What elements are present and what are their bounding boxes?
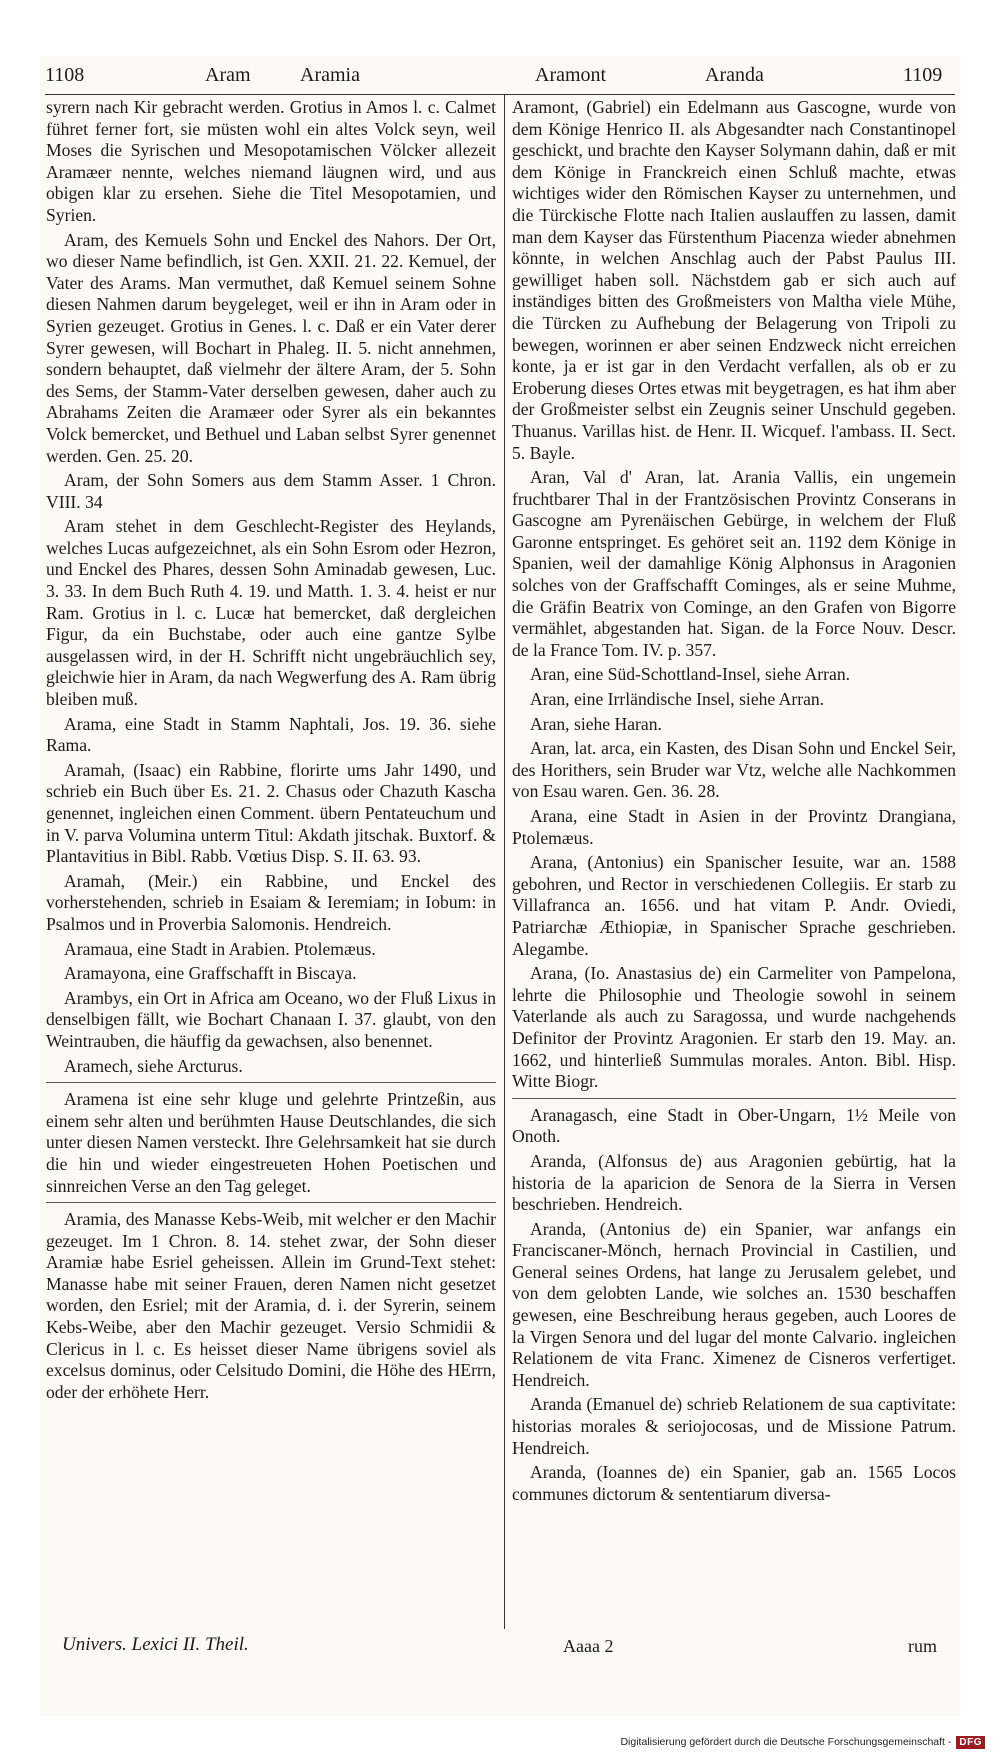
entry-aran-ireland: Aran, eine Irrländische Insel, siehe Arran.	[530, 689, 825, 710]
left-header-word-1: Aram	[205, 64, 251, 86]
entry-aramont: Aramont, (Gabriel) ein Edelmann aus Gascogne, wurde von dem Könige Henrico II. als Abgesandter nach Constantinopel geschickt, und brachte den Kayser Solymann dahin, daß er mit dem Könige in Franckreich einen Schluß machte, etwas wichtiges wider den Römischen Kayser zu unternehmen, und die Türckische Flotte nach Italien auslauffen zu lassen, damit man dem Kayser das Fürstenthum Piacenza wieder abnehmen könnte, in welchen Anschlag auch der Pabst Paulus III. gewilliget haben soll. Nächstdem gab er sich auch auf inständiges bitten des Großmeisters von Maltha viele Mühe, die Türcken zu Aufhebung der Belagerung von Tripoli zu bewegen, worinnen er aber seinen Endzweck nicht erreichen konte, ja er ist gar in den Verdacht verfallen, als ob er zu Eroberung dieses Ortes etwas mit beygetragen, es hat ihm aber der Großmeister selbst ein Zeugnis seiner Unschuld gegeben. Thuanus. Varillas hist. de Henr. II. Wicquef. l'ambass. II. Sect. 5. Bayle.	[512, 97, 956, 463]
entry-aram-genealogy: Aram stehet in dem Geschlecht-Register des Heylands, welches Lucas aufgezeichnet, als ein Sohn Esrom oder Hezron, und Enckel des Phares, dessen Sohn Aminadab gewesen, Luc. 3. 33. In dem Buch Ruth 4. 19. und Matth. 1. 3. 4. heist er nur Ram. Grotius in l. c. Lucæ hat bemercket, daß dergleichen Figur, da ein Buchstabe, oder auch eine gantze Sylbe ausgelassen wird, in der H. Schrifft nicht ungebräuchlich sey, gleichwie hier in Aram, da nach Wegwerfung des A. Ram übrig bleiben muß.	[46, 516, 496, 710]
entry-aranda-emanuel: Aranda (Emanuel de) schrieb Relationem de sua captivitate: historias morales & seriojocosas, und de Missione Patrum. Hendreich.	[512, 1394, 956, 1458]
entry-aramah-isaac: Aramah, (Isaac) ein Rabbine, florirte ums Jahr 1490, und schrieb ein Buch über Es. 21. 2. Chasus oder Chazuth Kascha genennet, ingleichen einen Comment. übern Pentateuchum und in V. parva Volumina unterm Titul: Akdath jitschak. Buxtorf. & Plantavitius in Bibl. Rabb. Vœtius Disp. S. II. 63. 93.	[46, 759, 496, 867]
entry-arana-antonius: Arana, (Antonius) ein Spanischer Iesuite, war an. 1588 gebohren, und Rector in verschiedenen Collegiis. Er starb zu Villafranca an. 1656. und hat vitam P. Andr. Oviedi, Patriarchæ Æthiopiæ, in Spanischer Sprache geschrieben. Alegambe.	[512, 852, 956, 959]
entry-arana-anastasius: Arana, (Io. Anastasius de) ein Carmeliter von Pampelona, lehrte die Philosophie und Theologie sowohl in seinem Vaterlande als auch zu Saragossa, und wurde nachgehends Definitor der Provintz Aragonien. Er starb den 19. May. an. 1662, und hinterließ Summulas morales. Anton. Bibl. Hisp. Witte Biogr.	[512, 963, 956, 1092]
right-header-word-2: Aranda	[705, 64, 764, 86]
entry-aranda-alfonsus: Aranda, (Alfonsus de) aus Aragonien gebürtig, hat la historia de la aparicion de Senora de la Sierra in Versen beschrieben. Hendreich.	[512, 1150, 956, 1215]
entry-aran-haran: Aran, siehe Haran.	[530, 713, 662, 734]
entry-separator	[46, 1082, 496, 1083]
left-page-number: 1108	[45, 64, 85, 86]
entry-aramayona: Aramayona, eine Graffschafft in Biscaya.	[64, 963, 357, 984]
entry-aram-syrer-continued: syrern nach Kir gebracht werden. Grotius in Amos l. c. Calmet führet ferner fort, sie müsten wohl ein altes Volck seyn, weil Moses die Syrischen und Mesopotamischen Völcker allezeit Aramæer nennte, welches niemand läugnen wird, und aus obigen klar zu ersehen. Siehe die Titel Mesopotamien, und Syrien.	[46, 97, 496, 225]
entry-separator	[46, 1202, 496, 1203]
entry-separator	[512, 1098, 956, 1099]
entry-aram-kemuel: Aram, des Kemuels Sohn und Enckel des Nahors. Der Ort, wo dieser Name befindlich, ist Gen. XXII. 21. 22. Kemuel, der Vater des Arams. Man vermuthet, daß Kemuel seinem Sohne diesen Nahmen darum beygeleget, weil er ihn in Aram oder in Syrien gezeuget. Grotius in Genes. l. c. Daß er ein Vater derer Syrer gewesen, will Bochart in Phaleg. II. 5. nicht annehmen, sondern behauptet, daß vielmehr der ältere Aram, der 5. Sohn des Sems, der Stamm-Vater derselben gewesen, daher auch zu Abrahams Zeiten die Aramæer oder Syrer als ein bekanntes Volck bemercket, und Bethuel und Laban selbst Syrer genennet werden. Gen. 25. 20.	[46, 229, 496, 466]
volume-signature: Univers. Lexici II. Theil.	[62, 1634, 249, 1655]
right-column	[512, 97, 956, 1667]
left-column	[46, 97, 496, 1667]
entry-aran-val: Aran, Val d' Aran, lat. Arania Vallis, ein ungemein fruchtbarer Thal in der Frantzösischen Provintz Conserans in Gascogne am Pyrenäischen Gebürge, in welchem der Fluß Garonne entspringet. Es gehöret seit an. 1192 dem Könige in Spanien, weil der damahlige König Alphonsus in Aragonien solches von der Graffschafft Cominges, als er seine Muhme, die Gräfin Beatrix von Cominge, an den Grafen von Bigorre vermählet, abgestanden hat. Sigan. de la Force Nouv. Descr. de la France Tom. IV. p. 357.	[512, 467, 956, 660]
running-header	[45, 60, 955, 94]
entry-aran-arca: Aran, lat. arca, ein Kasten, des Disan Sohn und Enckel Seir, des Horithers, sein Bruder war Vtz, welche alle Nachkommen von Esau waren. Gen. 36. 28.	[512, 738, 956, 802]
entry-aramia: Aramia, des Manasse Kebs-Weib, mit welcher er den Machir gezeuget. Im 1 Chron. 8. 14. stehet zwar, der Sohn dieser Aramiæ habe Esriel geheissen. Allein im Grund-Text stehet: Manasse habe mit seiner Frauen, deren Namen nicht gesetzet worden, den Esriel; mit der Aramia, d. i. der Syrerin, seinem Kebs-Weibe, aber den Machir gezeuget. Versio Schmidii & Clericus in l. c. Es heisset dieser Name übrigens soviel als excelsus dominus, oder Celsitudo Domini, die Höhe des HErrn, oder der erhöhete Herr.	[46, 1209, 496, 1402]
entry-aramena: Aramena ist eine sehr kluge und gelehrte Printzeßin, aus einem sehr alten und berühmten Hause Deutschlandes, die sich unter diesen Namen versteckt. Ihre Gelehrsamkeit hat sie durch die hin und wieder eingestreueten Hohen Poetischen und sinnreichen Verse an den Tag geleget.	[46, 1089, 496, 1196]
entry-aramech: Aramech, siehe Arcturus.	[64, 1055, 243, 1076]
right-header-word-1: Aramont	[535, 64, 607, 86]
digitization-credit: Digitalisierung gefördert durch die Deutsche Forschungsgemeinschaft -	[620, 1736, 952, 1748]
entry-aranagasch: Aranagasch, eine Stadt in Ober-Ungarn, 1½ Meile von Onoth.	[512, 1104, 956, 1147]
entry-aramah-meir: Aramah, (Meir.) ein Rabbine, und Enckel des vorherstehenden, schrieb in Esaiam & Ieremiam; in Iobum: in Psalmos und in Proverbia Salomonis. Hendreich.	[46, 870, 496, 934]
entry-arama: Arama, eine Stadt in Stamm Naphtali, Jos. 19. 36. siehe Rama.	[46, 713, 496, 756]
sheet-signature-mark: Aaaa 2	[563, 1636, 614, 1656]
digitization-footer	[590, 1733, 985, 1751]
catchword: rum	[908, 1636, 937, 1656]
left-header-word-2: Aramia	[300, 64, 360, 86]
dfg-logo-icon: DFG	[956, 1736, 985, 1749]
entry-arana-city: Arana, eine Stadt in Asien in der Provintz Drangiana, Ptolemæus.	[512, 806, 956, 848]
entry-aranda-ioannes: Aranda, (Ioannes de) ein Spanier, gab an. 1565 Locos communes dictorum & sententiarum diversa-	[512, 1462, 956, 1504]
entry-aran-scotland: Aran, eine Süd-Schottland-Insel, siehe Arran.	[530, 664, 851, 685]
entry-aram-somer: Aram, der Sohn Somers aus dem Stamm Asser. 1 Chron. VIII. 34	[46, 470, 496, 512]
header-rule	[45, 94, 955, 95]
entry-aranda-antonius: Aranda, (Antonius de) ein Spanier, war anfangs ein Franciscaner-Mönch, hernach Provincial in Castilien, und General seines Ordens, hat lange zu Jerusalem gelebet, und von dem gelobten Lande, wie solches an. 1530 beschaffen gewesen, eine Beschreibung heraus gegeben, auch Loores de la Virgen Senora und del lugar del monte Calvario. ingleichen Relationem de vita Franc. Ximenez de Cisneros verfertiget. Hendreich.	[512, 1218, 956, 1390]
column-divider	[504, 94, 505, 1629]
entry-arambys: Arambys, ein Ort in Africa am Oceano, wo der Fluß Lixus in denselbigen fällt, wie Bochart Chanaan I. 37. glaubt, von den Weintrauben, die häuffig da gewachsen, also benennet.	[46, 987, 496, 1051]
entry-aramaua: Aramaua, eine Stadt in Arabien. Ptolemæus.	[64, 938, 376, 959]
right-page-number: 1109	[903, 64, 943, 86]
